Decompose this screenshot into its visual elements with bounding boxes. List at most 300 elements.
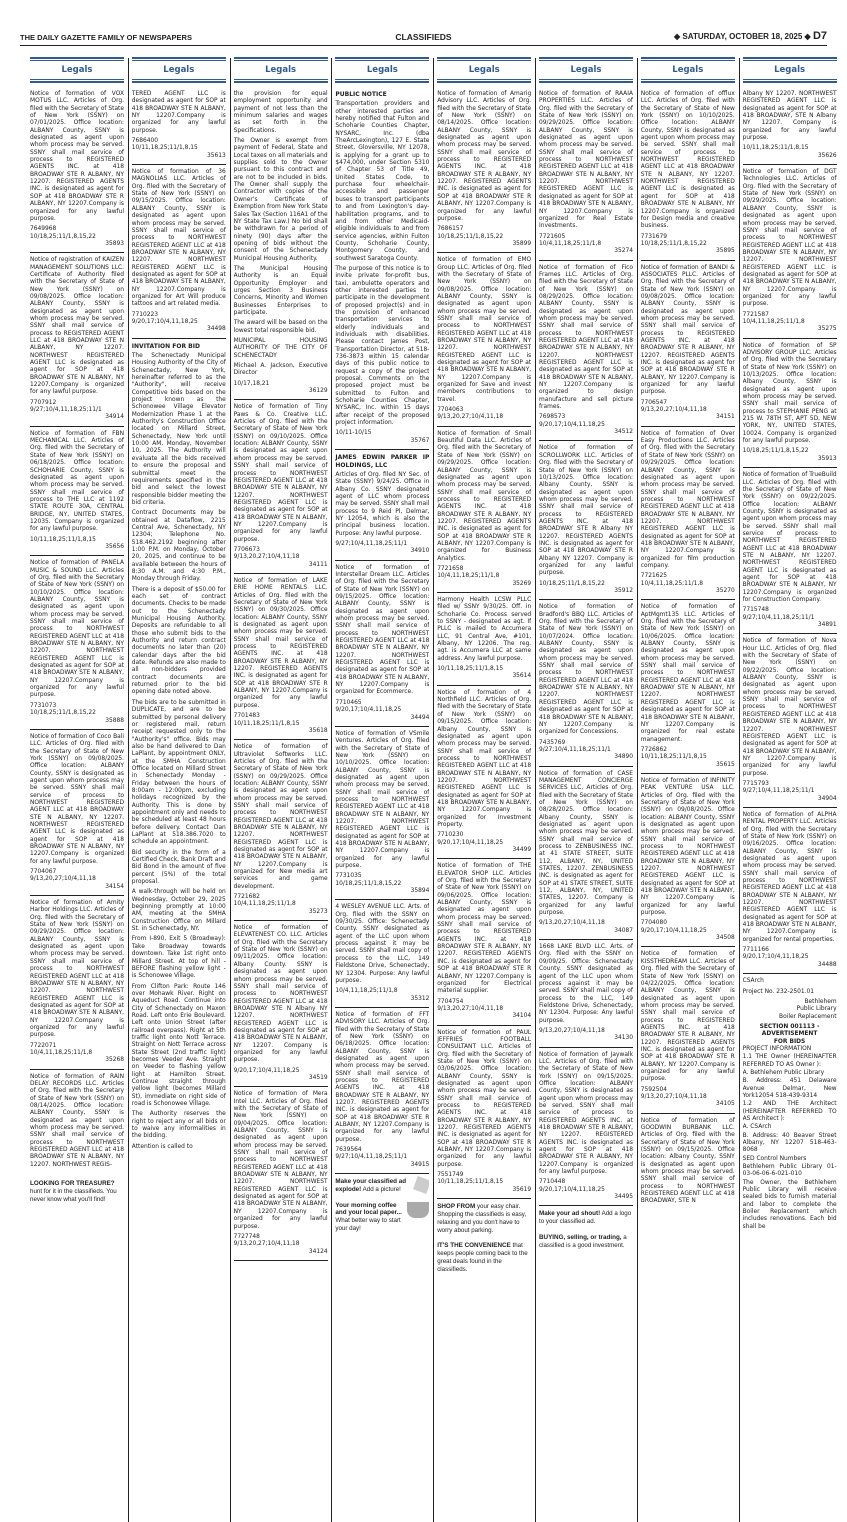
notice-paragraph: Notice of formation of RAAIA PROPERTIES LLC. Articles of Org. filed with the Secretary of State of New York (SSNY) on 09/29/2025. Office location: ALBANY County, SSNY is designated as agent upon whom process may be served. SSNY shall mail service of process to NORTHWEST REGISTERED AGENT LLC at 418 BROADWAY STE N ALBANY, NY 12207. NORTHWEST REGISTERED AGENT LLC is designated as agent for SOP at 418 BROADWAY STE N ALBANY, NY 12207.Company is organized for Real Estate Investments. — [538, 91, 633, 230]
notice-number: 34488 — [817, 961, 837, 968]
promo-text: What better way to start your day! — [335, 1217, 401, 1233]
notice-paragraph: Notice of formation of Interstellar Dream LLC. Articles of Org. filed with the Secretary of State of New York (SSNY) on 09/15/2025. Office location: ALBANY County, SSNY is designated as agent upon whom process may be served. SSNY shall mail service of process to NORTHWEST REGISTERED AGENT LLC at 418 BROADWAY STE N ALBANY, NY 12207. NORTHWEST REGISTERED AGENT LLC is designated as agent for SOP at 418 BROADWAY STE N ALBANY, NY 12207.Company is organized for Ecommerce. — [335, 564, 430, 696]
bid-section-line: ADVERTISEMENT — [761, 1031, 818, 1038]
notice-id: 7649968 — [30, 226, 57, 233]
notice-paragraph: Notice of formation of Nova Hour LLC. Articles of Org. filed with the Secretary of State of New York (SSNY) on 09/22/2025. Office location: ALBANY County, SSNY is designated as agent upon whom process may be served. SSNY shall mail service of process to NORTHWEST REGISTERED AGENT LLC at 418 BROADWAY STE N ALBANY, NY 12207. NORTHWEST REGISTERED AGENT LLC is designated as agent for SOP at 418 BROADWAY STE N ALBANY, NY 12207.Company is organized for any lawful purpose. — [742, 638, 837, 777]
notice-paragraph: Notice of formation of TrueBuild LLC. Articles of Org. filed with the Secretary of State of New York (SSNY) on 09/22/2025. Office location: ALBANY County, SSNY is designated as agent upon whom process may be served. SSNY shall mail service of process to NORTHWEST REGISTERED AGENT LLC at 418 BROADWAY STE N ALBANY, NY 12207. NORTHWEST REGISTERED AGENT LLC is designated as agent for SOP at 418 BROADWAY STE N ALBANY, NY 12207.Company is organized for Construction Company. — [742, 472, 837, 603]
notice-paragraph: Notice of formation of INFINITY PEAK VENTURE USA LLC. Articles of Org. filed with the Secretary of State of New York (SSNY) on 09/08/2025. Office location: ALBANY County, SSNY is designated as agent upon whom process may be served. SSNY shall mail service of process to NORTHWEST REGISTERED AGENT LLC at 418 BROADWAY STE N ALBANY, NY 12207. NORTHWEST REGISTERED AGENT LLC is designated as agent for SOP at 418 BROADWAY STE N ALBANY, NY 12207.Company is organized for any lawful purpose. — [640, 777, 735, 917]
promo-lead: SHOP FROM — [437, 1203, 476, 1211]
legal-notice — [743, 169, 837, 339]
legal-notice — [539, 944, 633, 1047]
legal-notice — [132, 169, 226, 339]
notice-run-dates: 9/13,20,27;10/4,11,18 — [640, 407, 707, 414]
column-header-label: Legals — [366, 65, 398, 75]
notice-run-dates: 9/20,17;10/4,11,18,25 — [437, 839, 504, 846]
notice-run-dates: 9/13,20,27;10/4,11,18 — [640, 1094, 707, 1100]
column-header — [335, 57, 429, 83]
legal-notice — [30, 734, 124, 896]
notice-paragraph: Notice of formation of GOODWIN BURBANK LLC. Articles of Org. filed with the Secretary of State of New York (SSNY) on 09/15/2025. Office location: Albany County, SSNY is designated as agent upon whom process may be served. SSNY shall mail service of process to NORTHWEST REGISTERED AGENT LLC at 418 BROADWAY, STE N — [640, 1117, 735, 1205]
notice-run-dates: 10/4,11,18,25;11/1,8 — [742, 318, 805, 325]
notice-id: 7727748 — [233, 1233, 260, 1240]
notice-run-dates: 10/18,25;11/1,8,15,22 — [335, 880, 402, 887]
notice-paragraph: Notice of formation of LAKE ERIE HOME RENTALS LLC. Articles of Org. filed with the Secretary of State of New York (SSNY) on 09/30/2025. Office location: ALBANY County, SSNY is designated as agent upon whom process may be served. SSNY shall mail service of process to REGISTERED AGENTS INC. at 418 BROADWAY STE R ALBANY, NY 12207. REGISTERED AGENTS INC. is designated as agent for SOP at 418 BROADWAY STE R ALBANY, NY 12207.Company is organized for any lawful purpose. — [233, 577, 328, 709]
promo-text: a classified is a good investment. — [538, 1234, 627, 1249]
notice-paragraph: Notice of formation of THE ELEVATOR SHOP LLC. Articles of Org. filed with the Secretary of State of New York (SSNY) on 09/06/2025. Office location: ALBANY County, SSNY is designated as agent upon whom process may be served. SSNY shall mail service of process to REGISTERED AGENTS INC. at 418 BROADWAY STE R ALBANY, NY 12207. REGISTERED AGENTS INC. is designated as agent for SOP at 418 BROADWAY STE R ALBANY, NY 12207.Company is organized for Electrical material supplier. — [437, 863, 532, 995]
legal-notice — [335, 91, 429, 450]
notice-number: 34105 — [716, 1101, 735, 1108]
legal-notice — [641, 778, 735, 948]
legal-notice — [335, 454, 429, 560]
notice-run-dates: 10/18,25;11/1,8,15,22 — [742, 448, 809, 455]
column-header — [437, 57, 531, 83]
notice-paragraph: Notice of formation of KISSTHEDREAM LLC. Articles of Org. filed with the Secretary of State of New York (SSNY) on 04/22/2025. Office location: ALBANY County, SSNY is designated as agent upon whom process may be served. SSNY shall mail service of process to REGISTERED AGENTS INC. at 418 BROADWAY STE R ALBANY, NY 12207. REGISTERED AGENTS INC. is designated as agent for SOP at 418 BROADWAY STE R ALBANY, NY 12207.Company is organized for any lawful purpose. — [640, 951, 735, 1083]
notice-number: 34499 — [512, 847, 532, 853]
notice-paragraph: Notice of formation of BANDI & ASSOCIATES PLLC. Articles of Org. filed with the Secretary of State of New York (SSNY) on 09/08/2025. Office location: ALBANY County, SSNY is designated as agent upon whom process may be served. SSNY shall mail service of process to REGISTERED AGENTS INC. at 418 BROADWAY STE R ALBANY, NY 12207. REGISTERED AGENTS INC. is designated as agent for SOP at 418 BROADWAY STE R ALBANY, NY 12207.Company is organized for any lawful purpose. — [640, 264, 735, 396]
notice-paragraph: Notice of formation of FFT ADVISORY LLC. Articles of Org. filed with the Secretary of State of New York (SSNY) on 06/18/2025. Office location: ALBANY County, SSNY is designated as agent upon whom process may be served. SSNY shall mail service of process to REGISTERED AGENTS INC. at 418 BROADWAY STE R ALBANY, NY 12207. REGISTERED AGENTS INC. is designated as agent for SOP at 418 BROADWAY STE R ALBANY, NY 12207.Company is organized for any lawful purpose. — [335, 1011, 430, 1143]
notice-run-dates: 10/11,18,25;11/1,8,15 — [233, 720, 300, 727]
notice-paragraph: Notice of formation of CASE MANAGEMENT CONCIERGE SERVICES LLC. Articles of Org. filed with the Secretary of State of New York (SSNY) on 08/28/2025. Office location: Albany County, SSNY is designated as agent upon whom process may be served. SSNY shall mail service of process to ZENBUSINESS INC. at 41 STATE STREET, SUITE 112, ALBANY, NY, UNITED STATES, 12207. ZENBUSINESS INC. is designated as agent for SOP at 41 STATE STREET, SUITE 112, ALBANY, NY, UNITED STATES, 12207. Company is organized for any lawful purpose. — [538, 770, 633, 917]
notice-run-dates: 9/20,17;10/4,11,18,25 — [538, 1186, 605, 1193]
classified-promo — [30, 1180, 124, 1203]
column-header-label: Legals — [672, 65, 704, 75]
notice-paragraph: Notice of formation of RAIN DELAY RECORDS LLC. Articles of Org. filed with the Secretary of State of New York (SSNY) on 08/14/2025. Office location: ALBANY County, SSNY is designated as agent upon whom process may be served. SSNY shall mail service of process to NORTHWEST REGISTERED AGENT LLC at 418 BROADWAY STE N ALBANY, NY 12207. NORTHWEST REGIS- — [30, 1073, 124, 1168]
notice-run-dates: 9/27;10/4,11,18,25;11/1 — [742, 614, 815, 621]
notice-id: 7731035 — [335, 873, 362, 880]
column-header — [132, 57, 226, 83]
notice-id: 7698573 — [538, 414, 566, 421]
legal-notice — [132, 343, 226, 1158]
legal-notice — [539, 91, 633, 261]
notice-id: 7704067 — [30, 869, 57, 876]
notice-id: 7715793 — [742, 780, 769, 787]
notice-paragraph: The Authority reserves the right to reject any or all bids or to waive any informalities in the bidding. — [131, 1111, 226, 1140]
notice-run-dates: 9/20,17;10/4,11,18,25 — [131, 318, 198, 325]
notice-paragraph: The Schenectady Municipal Housing Authority of the City of Schenectady, New York, hereinafter referred to as the "Authority", will receive Competitive bids based on the project known as the Schonowee Village Elevator Modernization Phase 1 at the Authority's Construction Office located on Millard Street, Schenectady, New York until 10:00 AM, Monday, November 10, 2025. The Authority will evaluate all the bids received to ensure the proposal and submittal meet the requirements specified in the bid and select the lowest responsible bidder meeting the bid criteria. — [131, 353, 226, 506]
column-divider — [331, 58, 332, 1522]
notice-number: 35614 — [512, 673, 532, 680]
promo-text: that keeps people coming back to the great deals found in the classifieds. — [437, 1242, 528, 1273]
notice-paragraph: Notice of formation of Jaywalk LLC. Articles of Org. filed with the Secretary of State of New York (SSNY) on 09/15/2025. Office location: ALBANY County, SSNY is designated as agent upon whom process may be served. SSNY shall mail service of process to REGISTERED AGENTS INC. at 418 BROADWAY STE R ALBANY, NY 12207. REGISTERED AGENTS INC. is designated as agent for SOP at 418 BROADWAY STE R ALBANY, NY 12207.Company is organized for any lawful purpose. — [538, 1051, 633, 1176]
notice-paragraph: Notice of formation of Ultraviolet Softworks LLC. Articles of Org. filed with the Secretary of State of New York (SSNY) on 09/29/2025. Office location: ALBANY County, SSNY is designated as agent upon whom process may be served. SSNY shall mail service of process to NORTHWEST REGISTERED AGENT LLC at 418 BROADWAY STE N ALBANY, NY 12207. NORTHWEST REGISTERED AGENT LLC is designated as agent for SOP at 418 BROADWAY STE N ALBANY, NY 12207.Company is organized for New media art services and game development. — [233, 744, 328, 890]
legal-notice — [30, 1074, 124, 1176]
legal-notice — [743, 343, 837, 469]
notice-number: 35899 — [512, 240, 532, 247]
legals-column — [641, 57, 735, 1522]
notice-number: 35275 — [817, 326, 837, 333]
notice-id: 7721658 — [437, 565, 464, 572]
promo-lead: Your morning coffee and your local paper... — [335, 1201, 402, 1217]
column-header — [641, 57, 735, 83]
legal-notice — [743, 472, 837, 634]
notice-number: 34130 — [614, 1035, 633, 1042]
notice-number: 34508 — [716, 935, 735, 942]
legal-notice — [30, 91, 124, 253]
notice-number: 34154 — [105, 883, 124, 890]
notice-id: 7710465 — [335, 699, 362, 706]
legal-notice — [335, 731, 429, 901]
legal-notice — [437, 597, 531, 686]
notice-number: 35893 — [105, 240, 124, 247]
notice-paragraph: The award will be based on the lowest total responsible bid. — [233, 320, 328, 334]
notice-number: 35312 — [410, 995, 430, 1002]
notice-id: 7706547 — [640, 399, 668, 406]
page-number: D7 — [812, 30, 827, 42]
legal-notice — [437, 690, 531, 860]
notice-number: 34914 — [105, 414, 124, 421]
classified-promo — [437, 1242, 531, 1273]
notice-paragraph: Notice of formation of 36 MAGNOLIAS LLC. Articles of Org. filed with the Secretary of State of New York (SSNY) on 09/15/2025. Office location: ALBANY County, SSNY is designated as agent upon whom process may be served. SSNY shall mail service of process to NORTHWEST REGISTERED AGENT LLC at 418 BROADWAY STE N ALBANY, NY 12207. NORTHWEST REGISTERED AGENT LLC is designated as agent for SOP at 418 BROADWAY STE N ALBANY, NY 12207.Company is organized for Art Will produce tattoos and art related media. — [131, 169, 226, 308]
legal-notice — [743, 812, 837, 974]
notice-paragraph: From I-890, Exit 5 (Broadway): Take Broadway towards downtown. Take 1st right onto Millard Street. At top of hill - BEFORE flashing yellow light - is Schonowee Village. — [131, 936, 226, 980]
notice-number: 35888 — [105, 717, 124, 724]
notice-number: 34494 — [410, 714, 430, 721]
bid-section-line: FOR BIDS — [773, 1038, 806, 1045]
notice-number: 34151 — [716, 414, 735, 421]
publication-name: THE DAILY GAZETTE FAMILY OF NEWSPAPERS — [20, 33, 192, 42]
notice-paragraph: Notice of formation of SP ADVISORY GROUP LLC. Articles of Org. filed with the Secretary of State of New York (SSNY) on 10/13/2025. Office location: Albany County, SSNY is designated as agent upon whom process may be served. SSNY shall mail service of process to STEPHANIE PENG at 215 W. 78TH ST, APT 5D, NEW YORK, NY, UNITED STATES, 10024. Company is organized for any lawful purpose. — [742, 342, 837, 445]
column-divider — [535, 58, 536, 1522]
notice-paragraph: The Owner is exempt from payment of Federal, State and Local taxes on all materials and supplies sold to the Owner pursuant to this contract and are not to be included in bids. The Owner shall supply the Contractor with copies of the Owner's Certificate of Exemption from New York State Sales Tax (Section 116A1 of the NY State Tax Law.) No bid shall be withdrawn for a period of ninety (90) days after the opening of bids without the consent of the Schenectady Municipal Housing Authority. — [233, 138, 328, 262]
notice-run-dates: 10/4,11,18,25;11/1,8 — [437, 573, 500, 580]
classified-promo — [335, 1202, 429, 1233]
notice-id: 7592504 — [640, 1086, 668, 1093]
notice-heading: PUBLIC NOTICE — [335, 91, 387, 98]
notice-number: 34495 — [614, 1194, 633, 1201]
notice-run-dates: 9/27;10/4,11,18,25;11/1 — [742, 788, 815, 795]
notice-number: 35273 — [308, 908, 328, 915]
notice-paragraph: MUNICIPAL HOUSING AUTHORITY OF THE CITY OF SCHENECTADY — [233, 338, 328, 359]
notice-paragraph: 1668 LAKE BLVD LLC. Arts. of Org. filed with the SSNY on 09/09/25. Office: Schenectady County. SSNY designated as agent of the LLC upon whom process against it may be served. SSNY shall mail copy of process to the LLC, 149 Fieldstone Drive, Schenectady, NY 12304. Purpose: Any lawful purpose. — [538, 944, 633, 1024]
notice-paragraph: Bid security in the form of a Certified Check, Bank Draft and Bid Bond in the amount of five percent (5%) of the total proposal. — [131, 849, 226, 886]
notice-heading: INVITATION FOR BID — [131, 342, 200, 350]
legals-column — [437, 57, 531, 1522]
legal-notice — [539, 604, 633, 766]
bid-body-line: The Owner, the Bethlehem Public Library will receive sealed bids to furnish material and labor to complete the Boiler Replacement which includes renovations. Each bid shall be — [742, 1179, 837, 1230]
notice-run-dates: 9/20,17;10/4,11,18,25 — [742, 954, 809, 961]
column-divider — [230, 58, 231, 1522]
notice-paragraph: Notice of formation of VOX MOTUS LLC. Articles of Org. filed with the Secretary of State of New York (SSNY) on 07/01/2025. Office location: ALBANY County, SSNY is designated as agent upon whom process may be served. SSNY shall mail service of process to REGISTERED AGENTS INC. at 418 BROADWAY STE R ALBANY, NY 12207. REGISTERED AGENTS INC. is designated as agent for SOP at 418 BROADWAY STE R ALBANY, NY 12207.Company is organized for any lawful purpose. — [30, 91, 124, 222]
starburst-icon — [413, 1176, 429, 1194]
notice-paragraph: Notice of formation of 4 Northfield LLC. Articles of Org. filed with the Secretary of State of New York (SSNY) on 09/15/2025. Office location: Albany County, SSNY is designated as agent upon whom process may be served. SSNY shall mail service of process to NORTHWEST REGISTERED AGENT LLC at 418 BROADWAY STE N ALBANY, NY 12207. NORTHWEST REGISTERED AGENT LLC is designated as agent for SOP at 418 BROADWAY STE N ALBANY, NY 12207.Company is organized for Investment Property. — [437, 689, 532, 828]
bid-title-line: Public Library — [796, 1006, 837, 1013]
notice-number: 35618 — [308, 727, 328, 734]
notice-run-dates: 10/4,11,18,25;11/1,8 — [335, 988, 398, 995]
bid-body-line: 1.1 THE Owner (HEREINAFTER REFERRED TO AS Owner ): — [742, 1054, 837, 1068]
notice-number: 34890 — [614, 754, 633, 761]
notice-paragraph: 4 WESLEY AVENUE LLC. Arts. of Org. filed with the SSNY on 09/30/25. Office: Schenectady County. SSNY designated as agent of the LLC upon whom process against it may be served. SSNY shall mail copy of process to the LLC, 149 Fieldstone Drive, Schenectady, NY 12304. Purpose: Any lawful purpose. — [335, 904, 430, 984]
notice-id: 7686157 — [437, 226, 464, 233]
notice-id: 7701483 — [233, 713, 260, 720]
notice-id: 7704080 — [640, 920, 668, 927]
column-header-label: Legals — [468, 65, 500, 75]
bid-body-line: B. Address: 451 Delaware Avenue Delmar, New York12054 518-439-9314 — [742, 1078, 837, 1099]
notice-paragraph: Notice of formation of offlux LLC. Articles of Org. filed with the Secretary of State of New York (SSNY) on 10/10/2025. Office location: ALBANY County, SSNY is designated as agent upon whom process may be served. SSNY shall mail service of process to NORTHWEST REGISTERED AGENT LLC at 418 BROADWAY STE N ALBANY, NY 12207. NORTHWEST REGISTERED AGENT LLC is designated as agent for SOP at 418 BROADWAY STE N ALBANY, NY 12207.Company is organized for Design media and creative business. — [640, 91, 735, 230]
notice-paragraph: The bids are to be submitted in DUPLICATE, and are to be submitted by personal delivery or registered mail, return receipt requested only to the "Authority's" office. Bids may also be hand delivered to Dan LaPlant, by appointment ONLY, at the SMHA Construction Office located on Millard Street in Schenectady Monday - Friday between the hours of 8:00am - 12:00pm, excluding holidays recognized by the Authority. This is done by appointment only and needs to be scheduled at least 48 hours before delivery. Contact Dan LaPlant at 518.386.7020 to schedule an appointment. — [131, 699, 226, 846]
notice-id: 7722071 — [30, 1042, 57, 1049]
notice-number: 34891 — [817, 622, 837, 629]
notice-paragraph: Michael A. Jackson, Executive Director — [233, 363, 328, 377]
notice-number: 35767 — [410, 437, 430, 444]
bid-body-line: B. Address: 40 Beaver Street Albany, NY 12207 518-463-8068 — [742, 1132, 837, 1154]
notice-run-dates: 10/11,18,25;11/1,8,15 — [437, 666, 504, 673]
notice-paragraph: Notice of formation of PANELA MUSIC & SOUND LLC. Articles of Org. filed with the Secretary of State of New York (SSNY) on 10/10/2025. Office location: ALBANY County, SSNY is designated as agent upon whom process may be served. SSNY shall mail service of process to NORTHWEST REGISTERED AGENT LLC at 418 BROADWAY STE N ALBANY, NY 12207. NORTHWEST REGISTERED AGENT LLC is designated as agent for SOP at 418 BROADWAY STE N ALBANY, NY 12207.Company is organized for any lawful purpose. — [30, 560, 124, 699]
notice-number: 35894 — [410, 888, 430, 895]
column-divider — [739, 58, 740, 1522]
notice-run-dates: 9/27;10/4,11,18,25;11/1 — [538, 746, 611, 753]
notice-id: 7710223 — [131, 311, 159, 318]
notice-run-dates: 9/20,17;10/4,11,18,25 — [233, 1067, 300, 1074]
column-header-label: Legals — [570, 65, 602, 75]
promo-lead: BUYING, selling, or trading, — [538, 1234, 622, 1242]
notice-number: 34498 — [207, 326, 226, 333]
legal-notice — [539, 265, 633, 442]
notice-run-dates: 9/27;10/4,11,18,25;11/1 — [30, 407, 102, 414]
legal-notice — [743, 91, 837, 165]
notice-number: 35613 — [207, 152, 226, 159]
notice-id: 7704754 — [437, 998, 464, 1005]
notice-id: 7731679 — [640, 233, 668, 240]
notice-paragraph: Project No. 232-2501.01 — [742, 988, 814, 995]
legal-notice — [30, 900, 124, 1070]
notice-id: 7707912 — [30, 399, 57, 406]
notice-paragraph: Notice of formation of ELEVATENEST CO. LLC. Articles of Org. filed with the Secretary of State of New York (SSNY) on 09/11/2025. Office location: Albany County. SSNY is designated as agent upon whom process may be served. SSNY shall mail service of process to NORTHWEST REGISTERED AGENT LLC at 418 BROADWAY STE N Albany NY 12207. NORTHWEST REGISTERED AGENT LLC is designated as agent for SOP at 418 BROADWAY STE N ALBANY, NY 12207. Company is organized for any lawful purpose. — [233, 925, 328, 1064]
notice-paragraph: Notice of formation of Fico Frames LLC. Articles of Org. filed with the Secretary of State of New York (SSNY) on 08/29/2025. Office location: ALBANY County, SSNY is designated as agent upon whom process may be served. SSNY shall mail service of process to NORTHWEST REGISTERED AGENT LLC at 418 BROADWAY STE N ALBANY, NY 12207. NORTHWEST REGISTERED AGENT LLC is designated as agent for SOP at 418 BROADWAY STE N ALBANY, NY 12207.Company is organized to design manufacture and sell picture frames. — [538, 264, 633, 411]
notice-run-dates: 10/11-10/15 — [335, 430, 372, 437]
notice-paragraph: Notice of formation of Tiny Paws & Co. Creative LLC. Articles of Org. filed with the Secretary of State of New York (SSNY) on 09/10/2025. Office location: ALBANY County, SSNY is designated as agent upon whom process may be served. SSNY shall mail service of process to NORTHWEST REGISTERED AGENT LLC at 418 BROADWAY STE N ALBANY, NY 12207. NORTHWEST REGISTERED AGENT LLC is designated as agent for SOP at 418 BROADWAY STE N ALBANY, NY 12207.Company is organized for any lawful purpose. — [233, 404, 328, 543]
notice-number: 35912 — [614, 588, 633, 594]
notice-id: 7726862 — [640, 746, 668, 753]
notice-run-dates: 10/11,18,25;11/1,8,15 — [640, 754, 707, 761]
legal-notice — [30, 560, 124, 730]
bid-section-line: SECTION 001113 - — [759, 1023, 820, 1030]
notice-paragraph: Notice of formation of VSmile Ventures. Articles of Org. filed with the Secretary of State of New York (SSNY) on 10/10/2025. Office location: ALBANY County, SSNY is designated as agent upon whom process may be served. SSNY shall mail service of process to NORTHWEST REGISTERED AGENT LLC at 418 BROADWAY STE N ALBANY, NY 12207. NORTHWEST REGISTERED AGENT LLC is designated as agent for SOP at 418 BROADWAY STE N ALBANY, NY 12207.Company is organized for any lawful purpose. — [335, 730, 430, 870]
notice-id: 7721682 — [233, 894, 260, 901]
notice-paragraph: Notice of formation of Coco Bali LLC. Articles of Org. filed with the Secretary of State of New York (SSNY) on 09/08/2025. Office location: ALBANY County, SSNY is designated as agent upon whom process may be served. SSNY shall mail service of process to NORTHWEST REGISTERED AGENT LLC at 418 BROADWAY STE N ALBANY, NY 12207. NORTHWEST REGISTERED AGENT LLC is designated as agent for SOP at 418 BROADWAY STE N ALBANY, NY 12207.Company is organized for any lawful purpose. — [30, 733, 124, 865]
notice-number: 35656 — [105, 543, 124, 550]
notice-run-dates: 10/11,18,25;11/1,8,15 — [742, 145, 809, 152]
legal-notice — [539, 445, 633, 600]
promo-lead: IT'S THE CONVENIENCE — [437, 1242, 511, 1250]
notice-number: 34111 — [308, 561, 328, 568]
legals-column — [335, 57, 429, 1522]
notice-paragraph: Notice of formation of Over Easy Productions LLC. Articles of Org. filed with the Secretary of State of New York (SSNY) on 09/29/2025. Office location: ALBANY County, SSNY is designated as agent upon whom process may be served. SSNY shall mail service of process to NORTHWEST REGISTERED AGENT LLC at 418 BROADWAY STE N ALBANY, NY 12207. NORTHWEST REGISTERED AGENT LLC is designated as agent for SOP at 418 BROADWAY STE N ALBANY, NY 12207.Company is organized for film production company. — [640, 430, 735, 569]
legals-column — [132, 57, 226, 1522]
notice-paragraph: Notice of formation of Bradford's BBQ LLC. Articles of Org. filed with the Secretary of State of New York (SSNY) on 10/07/2024. Office location: ALBANY County, SSNY is designated as agent upon whom process may be served. SSNY shall mail service of process to NORTHWEST REGISTERED AGENT LLC at 418 BROADWAY STE N ALBANY, NY 12207. NORTHWEST REGISTERED AGENT LLC is designated as agent for SOP at 418 BROADWAY STE N ALBANY, NY 12207.Company is organized for Concessions. — [538, 604, 633, 736]
legal-notice — [30, 431, 124, 557]
notice-run-dates: 10/18,25;11/1,8,15,22 — [538, 580, 605, 587]
legal-notice — [437, 863, 531, 1025]
notice-run-dates: 10/17,18,21 — [233, 380, 270, 387]
legal-notice — [335, 1012, 429, 1174]
date-page — [674, 30, 827, 42]
legal-notice — [30, 257, 124, 427]
notice-run-dates: 9/13,20,27;10/4,11,18 — [30, 876, 96, 883]
notice-paragraph: The Municipal Housing Authority is an Equal Opportunity Employer and urges Section 3 Business Concerns, Minority and Women Businesses Enterprises to participate. — [233, 265, 328, 316]
notice-number: 35913 — [817, 455, 837, 462]
notice-run-dates: 9/27;10/4,11,18,25;11/1 — [335, 540, 408, 547]
notice-id: 7721625 — [640, 573, 668, 580]
legal-notice — [234, 578, 328, 740]
column-header — [539, 57, 633, 83]
notice-number: 35626 — [817, 152, 837, 159]
notice-run-dates: 9/20,17;10/4,11,18,25 — [335, 707, 402, 714]
legals-column — [30, 57, 124, 1522]
legal-notice — [234, 404, 328, 574]
notice-run-dates: 9/27;10/4,11,18,25;11/1 — [335, 1154, 408, 1161]
column-header — [743, 57, 837, 83]
column-divider — [433, 58, 434, 1522]
notice-paragraph: Attention is called to — [131, 1143, 193, 1150]
legal-notice — [437, 257, 531, 427]
notice-run-dates: 9/13,20,27;10/4,11,18 — [437, 1005, 504, 1012]
notice-number: 35268 — [105, 1057, 124, 1064]
notice-run-dates: 10/11,18,25;11/1,8,15 — [131, 145, 198, 152]
notice-run-dates: 9/20,17;10/4,11,18,25 — [538, 421, 605, 428]
notice-run-dates: 9/13,20,27;10/4,11,18 — [233, 1241, 300, 1248]
bid-body-line: SED Control Numbers — [742, 1155, 807, 1162]
notice-run-dates: 10/4,11,18,25;11/1,8 — [538, 240, 602, 247]
bid-body-line: 1.2 AND THE Architect (HEREINAFTER REFERRED TO AS Architect ): — [742, 1101, 837, 1122]
column-header-label: Legals — [61, 65, 93, 75]
promo-text: Add a logo to your classified ad. — [538, 1210, 632, 1226]
column-header-label: Legals — [774, 65, 806, 75]
notice-paragraph: Notice of formation of FBN MECHANICAL LLC. Articles of Org. filed with the Secretary of State of New York (SSNY) on 06/18/2025. Office location: SCHOHARIE County, SSNY is designated as agent upon whom process may be served. SSNY shall mail service of process to THE LLC at 1192 STATE ROUTE 30A, CENTRAL BRIDGE, NY, UNITED STATES, 12035. Company is organized for any lawful purpose. — [30, 430, 124, 533]
notice-paragraph: CSArch — [742, 978, 764, 985]
notice-paragraph: Contract Documents may be obtained at Dataflow, 2215 Central Ave, Schenectady, NY 12304; Telephone No. 518.462.2192 beginning after 1:00 P.M. on Monday, October 20, 2025, and continue to be available between the hours of 8:30 A.M. and 4:30 P.M., Monday through Friday. — [131, 510, 226, 583]
notice-run-dates: 10/18,25;11/1,8,15,22 — [30, 233, 96, 240]
legal-notice — [437, 1030, 531, 1200]
notice-paragraph: Notice of formation of AptMgmt135 LLC. Articles of Org. filed with the Secretary of State of New York (SSNY) on 10/06/2025. Office location: ALBANY County, SSNY is designated as agent upon whom process may be served. SSNY shall mail service of process to NORTHWEST REGISTERED AGENT LLC at 418 BROADWAY STE N ALBANY, NY 12207. NORTHWEST REGISTERED AGENT LLC is designated as agent for SOP at 418 BROADWAY STE N ALBANY, NY 12207.Company is organized for real estate management. — [640, 604, 735, 743]
notice-number: 35895 — [716, 248, 735, 255]
notice-number: 34087 — [614, 927, 633, 934]
notice-run-dates: 10/18,25;11/1,8,15,22 — [437, 233, 504, 240]
notice-paragraph: the provision for equal employment opportunity and payment of not less than the minimum salaries and wages as set forth in the Specifications. — [233, 91, 328, 134]
legal-notice — [437, 431, 531, 593]
notice-paragraph: Notice of formation of Mera Intel LLC. Articles of Org. filed with the Secretary of State of New York (SSNY) on 09/04/2025. Office location: ALBANY County, SSNY is designated as agent upon whom process may be served. SSNY shall mail service of process to NORTHWEST REGISTERED AGENT LLC at 418 BROADWAY STE N ALBANY, NY 12207. NORTHWEST REGISTERED AGENT LLC is designated as agent for SOP at 418 BROADWAY STE N ALBANY, NY 12207.Company is organized for any lawful purpose. — [233, 1091, 328, 1230]
notice-paragraph: Notice of formation of Amity Harbor Holdings LLC. Articles of Org. filed with the Secretary of State of New York (SSNY) on 09/29/2025. Office location: ALBANY County, SSNY is designated as agent upon whom process may be served. SSNY shall mail service of process to NORTHWEST REGISTERED AGENT LLC at 418 BROADWAY STE N ALBANY, NY 12207. NORTHWEST REGISTERED AGENT LLC is designated as agent for SOP at 418 BROADWAY STE N ALBANY, NY 12207.Company is organized for any lawful purpose. — [30, 900, 124, 1039]
promo-text: your easy chair. Shopping the classifieds is easy, relaxing and you don't have to worry about parking. — [437, 1203, 527, 1234]
notice-number: 34124 — [308, 1248, 328, 1255]
legal-notice — [641, 951, 735, 1113]
legal-notice — [641, 91, 735, 261]
notice-run-dates: 10/4,11,18,25;11/1,8 — [640, 580, 703, 587]
legal-notice — [743, 638, 837, 808]
legals-column — [743, 57, 837, 1522]
legal-notice — [743, 978, 837, 1236]
promo-lead: LOOKING FOR TREASURE? — [30, 1180, 115, 1188]
notice-paragraph: Notice of formation of SCROLLWORK LLC. Articles of Org. filed with the Secretary of State of New York (SSNY) on 10/13/2025. Office location: Albany County, SSNY is designated as agent upon whom process may be served. SSNY shall mail service of process to REGISTERED AGENTS INC. at 418 BROADWAY STE R Albany NY 12207. REGISTERED AGENTS INC. is designated as agent for SOP at 418 BROADWAY STE R Albany NY 12207. Company is organized for any lawful purpose. — [538, 445, 633, 577]
notice-paragraph: The purpose of this notice is to invite private for-profit bus, taxi, ambulette operators and other interested parties to participate in the development of proposed project(s) and in the provision of enhanced transportation services to elderly individuals and individuals with disabilities. Please contact James Post, Transportation Director, at 518-736-3873 within 15 calendar days of this public notice to request a copy of the project proposal. Comments on the proposed project must be submitted to Fulton and Schoharie Counties Chapter, NYSARC, Inc. within 15 days after receipt of the proposed project information. — [335, 265, 430, 427]
legal-notice — [539, 771, 633, 941]
notice-number: 35270 — [716, 588, 735, 594]
notice-heading: JAMES EDWIN PARKER IP HOLDINGS, LLC — [335, 454, 430, 469]
notice-id: 7710448 — [538, 1179, 566, 1186]
legal-notice — [539, 1052, 633, 1207]
bid-body-line: A. CSArch — [742, 1124, 772, 1131]
legal-notice — [234, 925, 328, 1087]
notice-id: 7711166 — [742, 947, 769, 954]
notice-id: 7721587 — [742, 311, 769, 318]
notice-number: 35615 — [716, 761, 735, 768]
promo-text: hunt for it in the classifieds. You never know what you'll find! — [30, 1187, 117, 1203]
notice-paragraph: Notice of formation of ALPHA RENTAL PROPERTY LLC. Articles of Org. filed with the Secretary of State of New York (SSNY) on 09/16/2025. Office location: ALBANY County, SSNY is designated as agent upon whom process may be served. SSNY shall mail service of process to NORTHWEST REGISTERED AGENT LLC at 418 BROADWAY STE N ALBANY, NY 12207. NORTHWEST REGISTERED AGENT LLC is designated as agent for SOP at 418 BROADWAY STE N ALBANY, NY 12207.Company is organized for rental properties. — [742, 811, 837, 943]
notice-number: 34904 — [817, 795, 837, 802]
notice-run-dates: 9/13,20,27;10/4,11,18 — [538, 1027, 605, 1034]
bid-body-line: PROJECT INFORMATION — [742, 1045, 812, 1052]
classified-promo — [335, 1178, 429, 1194]
notice-id: 7435769 — [538, 739, 566, 746]
bid-body-line: Bethlehem Public Library 01-03-06-06-6-021-010 — [742, 1164, 837, 1178]
notice-paragraph: TERED AGENT LLC is designated as agent for SOP at 418 BROADWAY STE N ALBANY, NY 12207.Company is organized for any lawful purpose. — [131, 91, 226, 134]
notice-paragraph: Notice of formation of PAUL JEFFRIES FOOTBALL CONSULTANT LLC. Articles of Org. filed with the Secretary of State of New York (SSNY) on 03/06/2025. Office location: ALBANY County, SSNY is designated as agent upon whom process may be served. SSNY shall mail service of process to REGISTERED AGENTS INC. at 418 BROADWAY STE R ALBANY, NY 12207. REGISTERED AGENTS INC. is designated as agent for SOP at 418 BROADWAY STE R ALBANY, NY 12207.Company is organized for any lawful purpose. — [437, 1029, 532, 1168]
legal-notice — [641, 265, 735, 427]
notice-run-dates: 10/18,25;11/1,8,15,22 — [640, 240, 707, 247]
notice-run-dates: 9/13,20,27;10/4,11,18 — [233, 554, 300, 561]
notice-run-dates: 10/4,11,18,25;11/1,8 — [233, 901, 296, 908]
notice-id: 7721605 — [538, 233, 566, 240]
notice-paragraph: Articles of Org. filed NY Sec. of State (SSNY) 9/24/25. Office in Albany Co. SSNY designated agent of LLC whom process may be served. SSNY shall mail process to 9 Reid Pl, Delmar, NY 12054, which is also the principal business location. Purpose: Any lawful purpose. — [335, 471, 430, 537]
notice-run-dates: 10/11,18,25;11/1,8,15 — [30, 536, 96, 543]
notice-paragraph: A walk-through will be held on Wednesday, October 29, 2025 beginning promptly at 10:00 AM, meeting at the SMHA Construction Office on Millard St. in Schenectady, NY. — [131, 889, 226, 933]
legal-notice — [335, 565, 429, 727]
column-divider — [128, 58, 129, 1522]
column-header — [30, 57, 124, 83]
promo-text: Add a picture! — [361, 1185, 401, 1193]
notice-run-dates: 9/20,17;10/4,11,18,25 — [640, 927, 707, 934]
notice-paragraph: Albany NY 12207. NORTHWEST REGISTERED AGENT LLC is designated as agent for SOP at 418 BROADWAY, STE N Albany NY 12207. Company is organized for any lawful purpose. — [742, 91, 837, 142]
coffee-cup-icon — [407, 1202, 429, 1218]
notice-number: 34104 — [512, 1013, 532, 1020]
notice-id: 7686400 — [131, 138, 159, 145]
notice-paragraph: Notice of formation of Amarig Advisory LLC. Articles of Org. filed with the Secretary of State of New York (SSNY) on 08/14/2025. Office location: ALBANY County, SSNY is designated as agent upon whom process may be served. SSNY shall mail service of process to REGISTERED AGENTS INC. at 418 BROADWAY STE R ALBANY, NY 12207. REGISTERED AGENTS INC. is designated as agent for SOP at 418 BROADWAY STE R ALBANY, NY 12207.Company is organized for any lawful purpose. — [437, 91, 532, 222]
notice-number: 35274 — [614, 248, 633, 255]
notice-paragraph: Notice of formation of Small Beautiful Data LLC. Articles of Org. filed with the Secretary of State of New York (SSNY) on 09/29/2025. Office location: ALBANY County, SSNY is designated as agent upon whom process may be served. SSNY shall mail service of process to REGISTERED AGENTS INC. at 418 BROADWAY STE R ALBANY, NY 12207. REGISTERED AGENTS INC. is designated as agent for SOP at 418 BROADWAY STE R ALBANY, NY 12207.Company is organized for Business Analytics. — [437, 430, 532, 562]
notice-paragraph: Transportation providers and other interested parties are hereby notified that Fulton and Schoharie Counties Chapter, NYSARC, Inc. (dba TheArcLexington), 127 E. State Street, Gloversville, NY 12078, is applying for a grant up to $474,000, under Section 5310 of Chapter 53 of Title 49, United States Code, to purchase four wheelchair-accessible and passenger buses to transport participants to and from Lexington's day-habilitation programs, and to and from other Medicaid-eligible individuals to and from service agencies, within Fulton County, Schoharie County, Montgomery County, and southwest Saratoga County. — [335, 101, 430, 262]
legal-notice — [641, 1118, 735, 1213]
notice-id: 7710230 — [437, 832, 464, 839]
notice-number: 34512 — [614, 429, 633, 436]
promo-lead: Make your ad shout! — [538, 1210, 601, 1218]
column-header-label: Legals — [163, 65, 195, 75]
notice-paragraph: Notice of formation of DGT Technologies LLC. Articles of Org. filed with the Secretary of State of New York (SSNY) on 09/29/2025. Office location: ALBANY County, SSNY is designated as agent upon whom process may be served. SSNY shall mail service of process to NORTHWEST REGISTERED AGENT LLC at 418 BROADWAY STE N ALBANY, NY 12207. NORTHWEST REGISTERED AGENT LLC is designated as agent for SOP at 418 BROADWAY STE N ALBANY, NY 12207.Company is organized for any lawful purpose. — [742, 169, 837, 308]
notice-number: 34519 — [308, 1074, 328, 1081]
column-header-label: Legals — [265, 65, 297, 75]
notice-id: 7706673 — [233, 546, 260, 553]
notice-id: 7704063 — [437, 407, 464, 414]
notice-number: 34910 — [410, 548, 430, 555]
notice-number: 35269 — [512, 580, 532, 587]
legal-notice — [234, 91, 328, 400]
notice-run-dates: 9/13,20,27;10/4,11,18 — [538, 920, 605, 927]
legal-notice — [437, 91, 531, 253]
classified-promo — [539, 1234, 633, 1250]
column-header — [234, 57, 328, 83]
bid-title-line: Bethlehem — [804, 998, 837, 1005]
page-header — [20, 28, 827, 46]
classified-promo — [539, 1210, 633, 1226]
notice-paragraph: Notice of registration of KAIZEN MANAGEMENT SOLUTIONS LLC. Certificate of Authority filed with the Secretary of State of New York (SSNY) on 09/08/2025. Office location: ALBANY County, SSNY is designated as agent upon whom process may be served. SSNY shall mail service of process to REGISTERED AGENT LLC at 418 BROADWAY STE N ALBANY, NY 12207. NORTHWEST REGISTERED AGENT LLC is designated as agent for SOP at 418 BROADWAY STE N ALBANY, NY 12207.Company is organized for any lawful purpose. — [30, 257, 124, 396]
classified-promo — [437, 1203, 531, 1234]
legal-notice — [641, 604, 735, 774]
notice-id: 7639564 — [335, 1147, 362, 1154]
notice-number: 35619 — [512, 1186, 532, 1193]
notice-run-dates: 10/18,25;11/1,8,15,22 — [30, 710, 96, 717]
legal-notice — [132, 91, 226, 165]
legal-notice — [641, 431, 735, 601]
notice-paragraph: There is a deposit of $50.00 for each set of contract documents. Checks to be made out to the Schenectady Municipal Housing Authority. Deposits are refundable to all those who submit bids to the Authority and return contract documents no later than (20) calendar days after the bid date. Refunds are also made to all non-bidders provided contract documents are returned prior to the bid opening date noted above. — [131, 586, 226, 696]
legal-notice — [234, 744, 328, 921]
notice-number: 34915 — [410, 1161, 430, 1168]
